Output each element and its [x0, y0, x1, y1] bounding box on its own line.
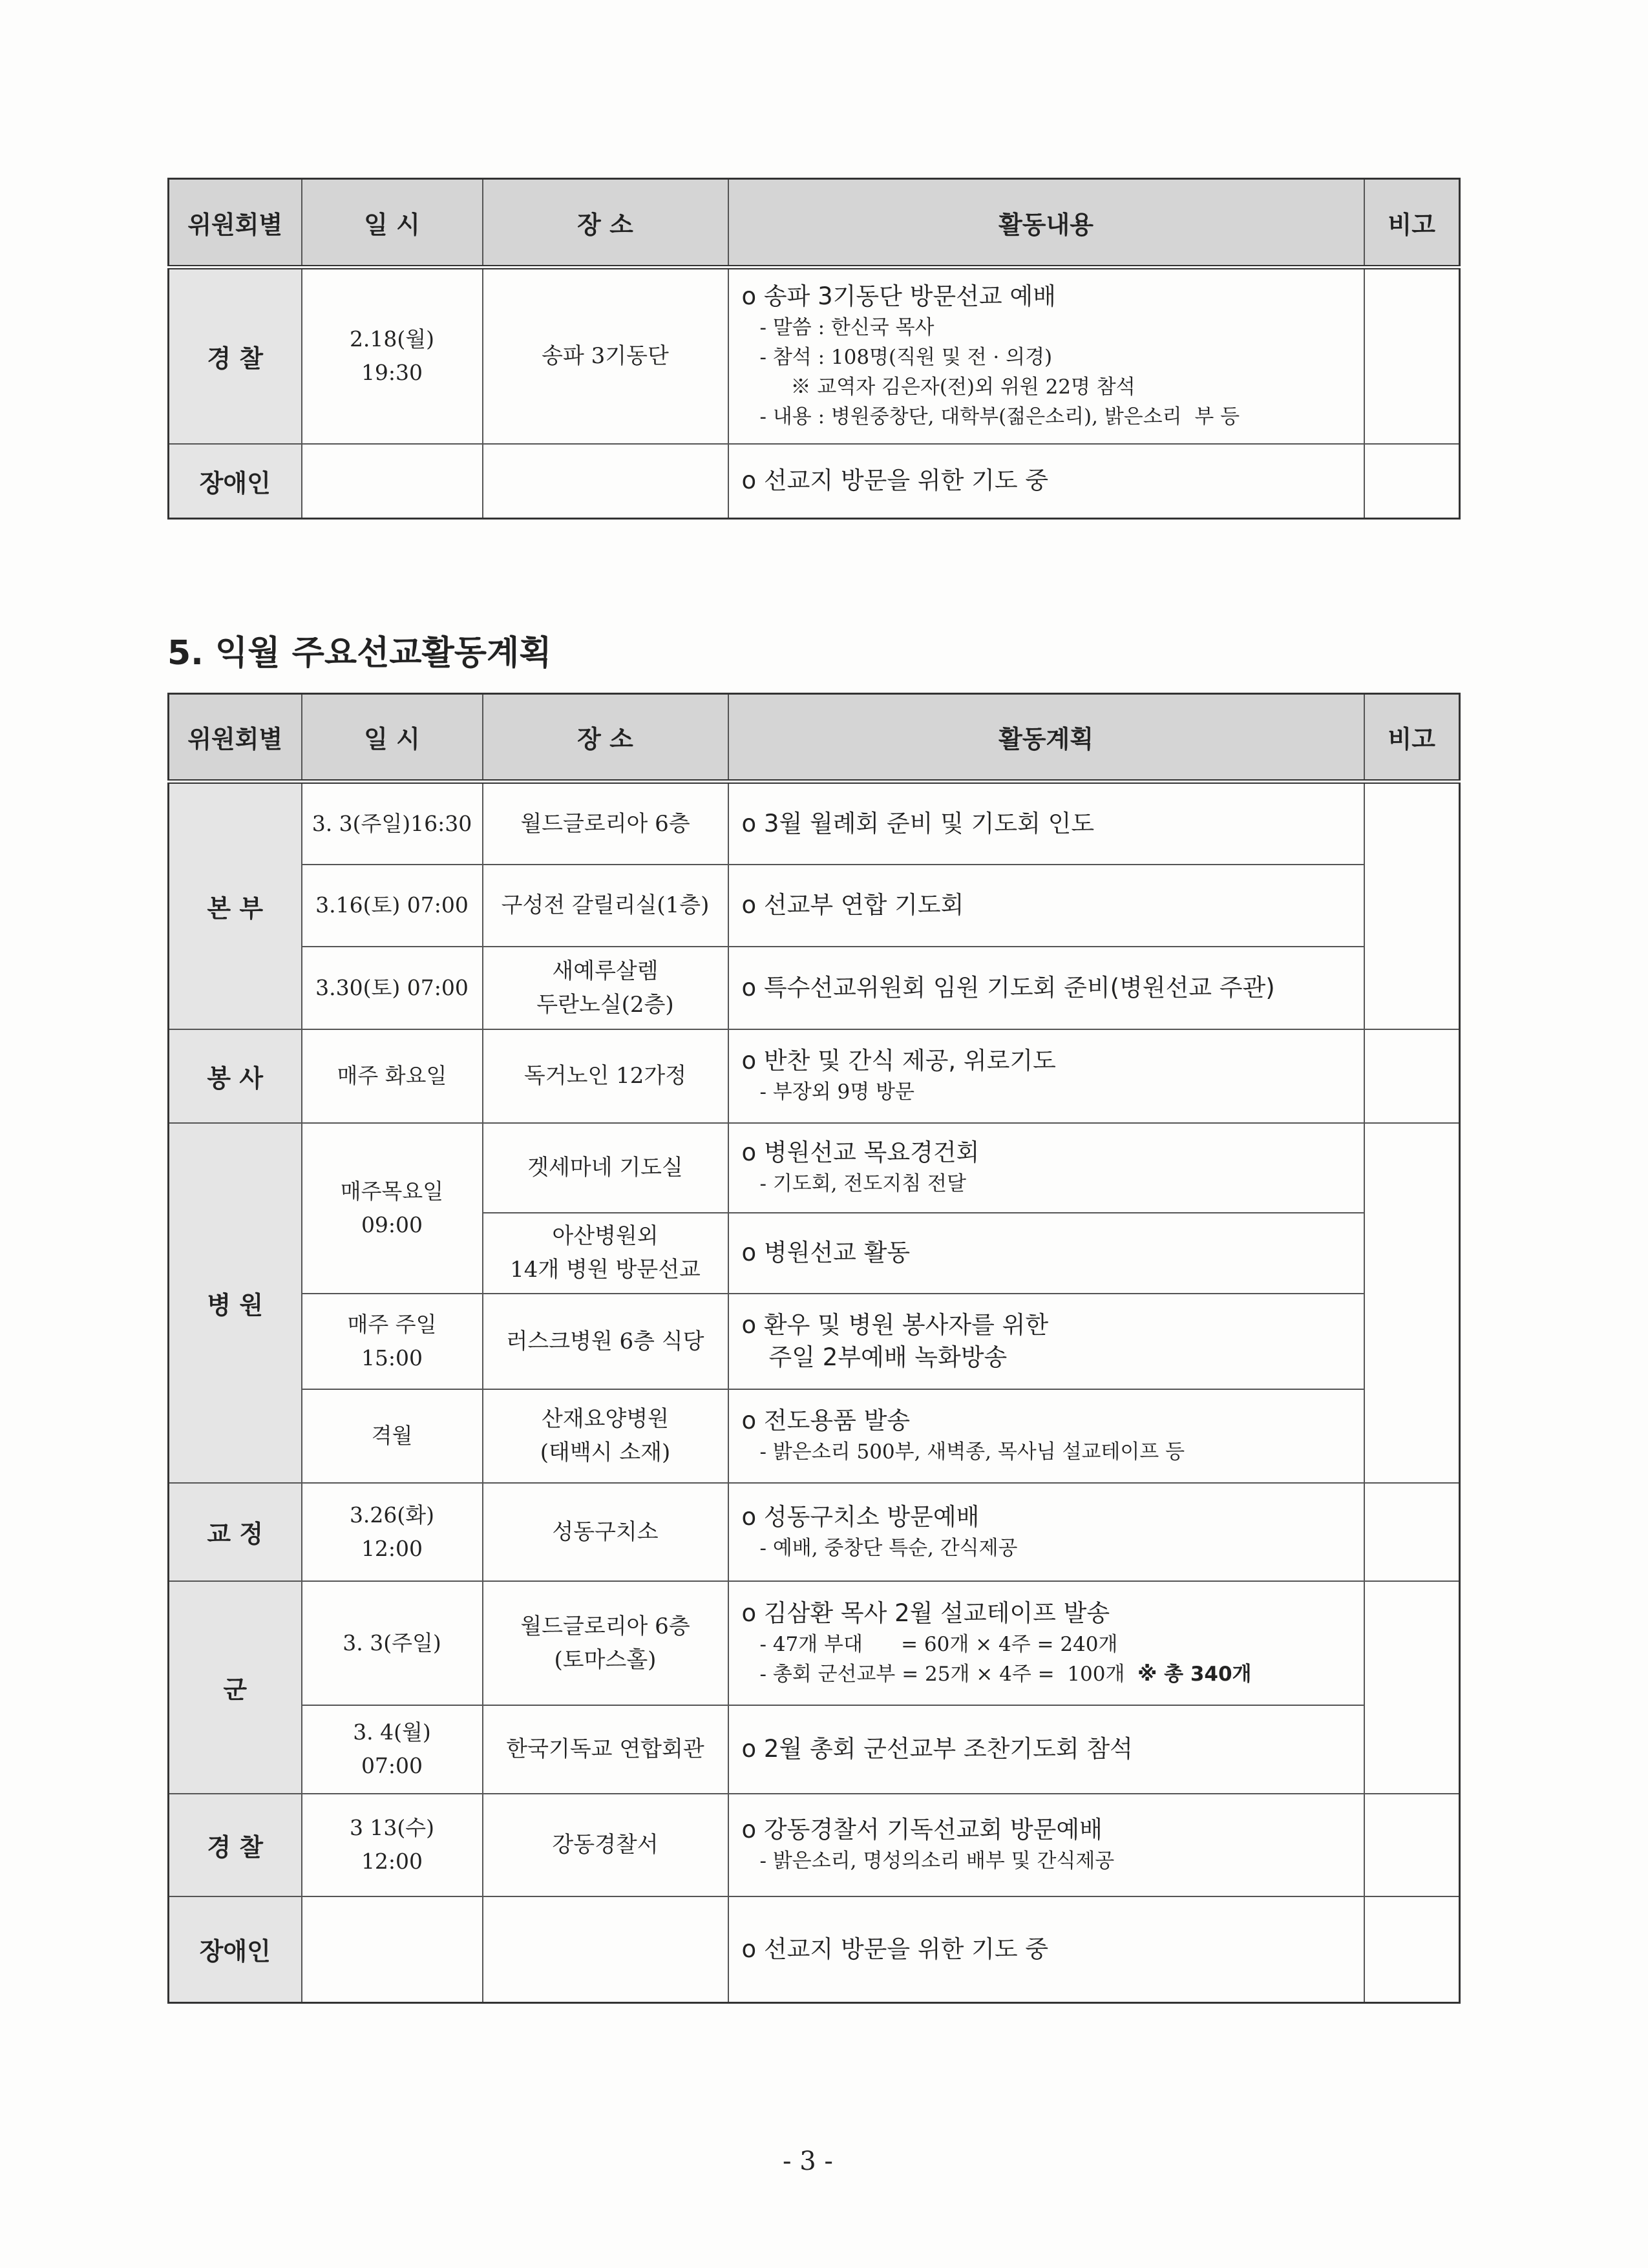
table-row: [169, 268, 1460, 444]
activity-main: o 송파 3기동단 방문선교 예배: [741, 282, 1056, 311]
place-line: 성동구치소: [552, 1518, 659, 1545]
date-line: 격월: [371, 1423, 413, 1448]
table-row: [169, 1029, 1460, 1123]
time-line: 07:00: [361, 1753, 423, 1778]
header-row: [169, 694, 1460, 782]
committee-cell: 봉 사: [169, 1029, 302, 1123]
activity-cell: [728, 865, 1364, 947]
time-line: 09:00: [361, 1212, 423, 1237]
place-cell: [483, 1294, 728, 1389]
place-line: 강동경찰서: [552, 1832, 659, 1858]
note-cell: [1364, 1581, 1460, 1794]
date-cell: [302, 444, 483, 519]
date-cell: [302, 782, 483, 865]
header-note: 비고: [1364, 694, 1460, 782]
date-line: 3. 3(주일): [343, 1630, 441, 1655]
table-row: [169, 1705, 1460, 1794]
activity-sub: [742, 1659, 1364, 1689]
date-line: 매주 주일: [347, 1311, 437, 1337]
header-activity: 활동내용: [728, 179, 1364, 268]
date-cell: [302, 268, 483, 444]
activity-main: o 강동경찰서 기독선교회 방문예배: [741, 1816, 1103, 1843]
header-place: 장 소: [483, 694, 728, 782]
date-line: 3.26(화): [349, 1502, 435, 1528]
activity-main: o 성동구치소 방문예배: [741, 1502, 980, 1531]
date-cell: [302, 1581, 483, 1705]
place-line: 러스크병원 6층 식당: [506, 1328, 704, 1354]
date-cell: [302, 1294, 483, 1389]
note-cell: [1364, 1896, 1460, 2003]
place-line: 두란노실(2층): [536, 991, 674, 1018]
activity-sub: - 기도회, 전도지침 전달: [759, 1172, 966, 1195]
committee-cell: 경 찰: [169, 268, 302, 444]
place-line: 구성전 갈릴리실(1층): [501, 892, 710, 918]
place-cell: [483, 782, 728, 865]
note-cell: [1364, 1794, 1460, 1896]
header-committee: 위원회별: [169, 179, 302, 268]
place-line: 송파 3기동단: [542, 343, 669, 370]
place-cell: [483, 444, 728, 519]
activity-main: o 병원선교 목요경건회: [741, 1139, 980, 1166]
total-count: ※ 총 340개: [1137, 1662, 1252, 1686]
activity-cell: [728, 782, 1364, 865]
time-line: 12:00: [361, 1535, 423, 1561]
note-cell: [1364, 1123, 1460, 1483]
place-cell: [483, 1123, 728, 1213]
activity-main: o 전도용품 발송: [741, 1407, 911, 1434]
activity-sub: - 예배, 중창단 특순, 간식제공: [759, 1536, 1018, 1560]
date-line: 3. 3(주일)16:30: [312, 810, 472, 836]
activity-sub-text: - 총회 군선교부 = 25개 × 4주 = 100개: [759, 1662, 1138, 1686]
committee-cell: 교 정: [169, 1483, 302, 1581]
activity-main: o 반찬 및 간식 제공, 위로기도: [741, 1047, 1056, 1075]
page-number: - 3 -: [783, 2147, 833, 2176]
activity-main: o 3월 월례회 준비 및 기도회 인도: [741, 809, 1095, 837]
place-line: 산재요양병원: [541, 1406, 670, 1432]
date-line: 매주목요일: [340, 1178, 444, 1204]
date-line: 3.16(토) 07:00: [315, 892, 469, 918]
place-cell: [483, 865, 728, 947]
place-cell: [483, 947, 728, 1029]
header-date: 일 시: [302, 694, 483, 782]
note-cell: [1364, 1483, 1460, 1581]
table-row: [169, 1581, 1460, 1705]
activity-cell: [728, 1389, 1364, 1483]
activity-cell: [728, 1794, 1364, 1896]
activity-cell: [728, 947, 1364, 1029]
place-cell: [483, 268, 728, 444]
table-row: [169, 782, 1460, 865]
activity-cell: [728, 1705, 1364, 1794]
activity-cell: [728, 444, 1364, 519]
date-cell: [302, 1389, 483, 1483]
note-cell: [1364, 268, 1460, 444]
place-line: 14개 병원 방문선교: [510, 1257, 701, 1283]
activity-main: o 환우 및 병원 봉사자를 위한: [741, 1310, 1049, 1339]
activity-remark: ※ 교역자 김은자(전)외 위원 22명 참석: [790, 375, 1136, 399]
activity-sub: - 밝은소리, 명성의소리 배부 및 간식제공: [759, 1849, 1115, 1873]
time-line: 19:30: [361, 360, 423, 386]
table-row: [169, 1794, 1460, 1896]
table-row: [169, 947, 1460, 1029]
header-committee: 위원회별: [169, 694, 302, 782]
note-cell: [1364, 1029, 1460, 1123]
table-row: [169, 1294, 1460, 1389]
activity-main: o 병원선교 활동: [741, 1239, 911, 1266]
committee-cell: 본 부: [169, 782, 302, 1029]
time-line: 15:00: [361, 1345, 423, 1370]
table-row: [169, 1389, 1460, 1483]
place-line: (토마스홀): [554, 1646, 657, 1673]
place-cell: [483, 1029, 728, 1123]
place-line: 월드글로리아 6층: [520, 810, 690, 837]
activity-sub: - 47개 부대 = 60개 × 4주 = 240개: [759, 1632, 1118, 1656]
place-cell: [483, 1705, 728, 1794]
activity-cell: [728, 1483, 1364, 1581]
place-line: (태백시 소재): [540, 1440, 671, 1465]
activity-sub: - 밝은소리 500부, 새벽종, 목사님 설교테이프 등: [759, 1440, 1185, 1464]
place-cell: [483, 1389, 728, 1483]
place-cell: [483, 1213, 728, 1294]
date-cell: [302, 1794, 483, 1896]
activity-main: o 선교지 방문을 위한 기도 중: [741, 467, 1049, 495]
activity-main: o 김삼환 목사 2월 설교테이프 발송: [741, 1599, 1110, 1627]
committee-cell: 병 원: [169, 1123, 302, 1483]
committee-cell: 경 찰: [169, 1794, 302, 1896]
place-cell: [483, 1581, 728, 1705]
activity-cell: [728, 1029, 1364, 1123]
place-cell: [483, 1483, 728, 1581]
committee-cell: 군: [169, 1581, 302, 1794]
activity-cell: [728, 268, 1364, 444]
next-month-plan-table: [167, 693, 1461, 2004]
committee-cell: 장애인: [169, 444, 302, 519]
activity-main: o 선교지 방문을 위한 기도 중: [741, 1935, 1049, 1963]
activity-cell: [728, 1294, 1364, 1389]
header-row: [169, 179, 1460, 268]
place-line: 한국기독교 연합회관: [506, 1736, 704, 1762]
header-activity: 활동계획: [728, 694, 1364, 782]
date-line: 3. 4(월): [353, 1719, 431, 1745]
date-cell: [302, 947, 483, 1029]
activity-cell: [728, 1213, 1364, 1294]
activity-main: o 선교부 연합 기도회: [741, 891, 964, 919]
time-line: 12:00: [361, 1849, 423, 1874]
committee-cell: 장애인: [169, 1896, 302, 2003]
activity-sub: - 참석 : 108명(직원 및 전 · 의경): [759, 346, 1053, 370]
place-line: 월드글로리아 6층: [520, 1613, 690, 1639]
date-line: 3.30(토) 07:00: [315, 974, 469, 1000]
table-row: [169, 1123, 1460, 1213]
place-cell: [483, 1896, 728, 2003]
date-cell: [302, 1029, 483, 1123]
date-cell: [302, 865, 483, 947]
date-cell: [302, 1896, 483, 2003]
date-cell: [302, 1483, 483, 1581]
header-date: 일 시: [302, 179, 483, 268]
activity-main-continued: 주일 2부예배 녹화방송: [768, 1343, 1008, 1371]
date-line: 2.18(월): [349, 326, 435, 352]
activity-cell: [728, 1123, 1364, 1213]
header-place: 장 소: [483, 179, 728, 268]
place-cell: [483, 1794, 728, 1896]
activity-sub: - 부장외 9명 방문: [759, 1080, 914, 1104]
activity-main: o 특수선교위원회 임원 기도회 준비(병원선교 주관): [741, 973, 1275, 1002]
place-line: 독거노인 12가정: [523, 1063, 687, 1089]
table-row: [169, 444, 1460, 519]
date-line: 매주 화요일: [337, 1063, 447, 1088]
current-activity-table: [167, 178, 1461, 520]
note-cell: [1364, 782, 1460, 1029]
activity-cell: [728, 1896, 1364, 2003]
place-line: 새예루살렘: [552, 958, 659, 984]
activity-main: o 2월 총회 군선교부 조찬기도회 참석: [741, 1735, 1133, 1763]
activity-sub: - 말씀 : 한신국 목사: [759, 316, 935, 340]
table-row: [169, 1483, 1460, 1581]
activity-cell: [728, 1581, 1364, 1705]
date-line: 3 13(수): [349, 1815, 435, 1840]
table-row: [169, 865, 1460, 947]
table-row: [169, 1896, 1460, 2003]
place-line: 겟세마네 기도실: [527, 1155, 683, 1181]
header-note: 비고: [1364, 179, 1460, 268]
date-cell: [302, 1123, 483, 1294]
activity-sub: - 내용 : 병원중창단, 대학부(젊은소리), 밝은소리 부 등: [759, 405, 1240, 429]
section-heading: 5. 익월 주요선교활동계획: [167, 634, 552, 673]
note-cell: [1364, 444, 1460, 519]
place-line: 아산병원외: [552, 1223, 659, 1249]
date-cell: [302, 1705, 483, 1794]
